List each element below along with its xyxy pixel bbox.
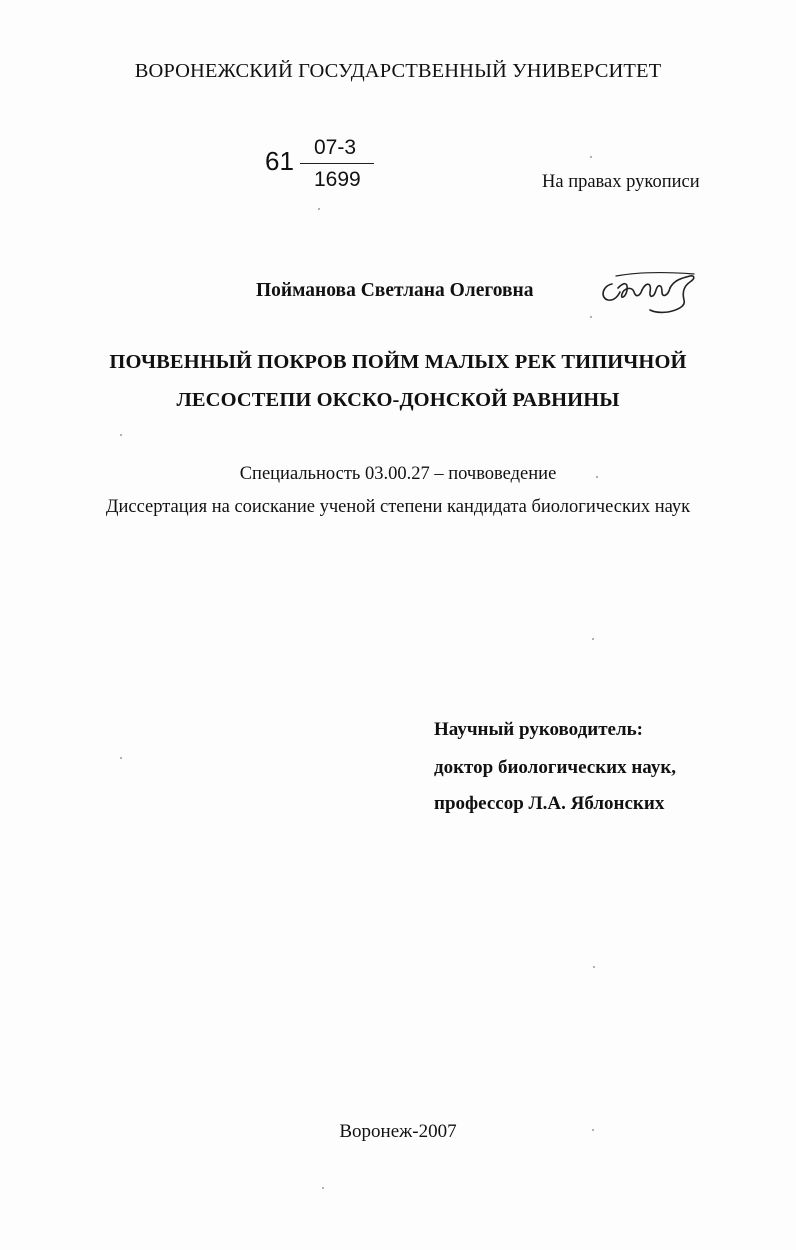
library-code bbox=[262, 136, 392, 206]
scan-speck bbox=[318, 208, 320, 210]
advisor-label: Научный руководитель: bbox=[434, 719, 643, 740]
library-code-denominator: 1699 bbox=[314, 168, 361, 191]
scan-speck bbox=[592, 1129, 594, 1131]
scan-speck bbox=[596, 476, 598, 478]
advisor-name: профессор Л.А. Яблонских bbox=[434, 793, 665, 814]
thesis-title-line-2: ЛЕСОСТЕПИ ОКСКО-ДОНСКОЙ РАВНИНЫ bbox=[176, 389, 620, 411]
author-name: Пойманова Светлана Олеговна bbox=[256, 280, 534, 301]
advisor-degree: доктор биологических наук, bbox=[434, 757, 677, 778]
specialty-line: Специальность 03.00.27 – почвоведение bbox=[239, 464, 557, 484]
university-heading: ВОРОНЕЖСКИЙ ГОСУДАРСТВЕННЫЙ УНИВЕРСИТЕТ bbox=[134, 60, 662, 82]
library-code-prefix: 61 bbox=[265, 146, 294, 176]
library-code-numerator: 07-3 bbox=[314, 136, 357, 159]
scan-speck bbox=[590, 316, 592, 318]
author-signature bbox=[598, 270, 703, 320]
thesis-title-line-1: ПОЧВЕННЫЙ ПОКРОВ ПОЙМ МАЛЫХ РЕК ТИПИЧНОЙ bbox=[109, 351, 687, 373]
scan-speck bbox=[590, 156, 592, 158]
scan-speck bbox=[322, 1187, 324, 1189]
rights-note: На правах рукописи bbox=[542, 172, 700, 192]
city-year: Воронеж-2007 bbox=[339, 1121, 457, 1142]
scan-speck bbox=[593, 966, 595, 968]
library-code-fraction-line bbox=[300, 163, 374, 164]
scan-speck bbox=[120, 757, 122, 759]
scan-speck bbox=[592, 638, 594, 640]
dissertation-line: Диссертация на соискание ученой степени кандидата биологических наук bbox=[105, 497, 691, 517]
scan-speck bbox=[120, 434, 122, 436]
